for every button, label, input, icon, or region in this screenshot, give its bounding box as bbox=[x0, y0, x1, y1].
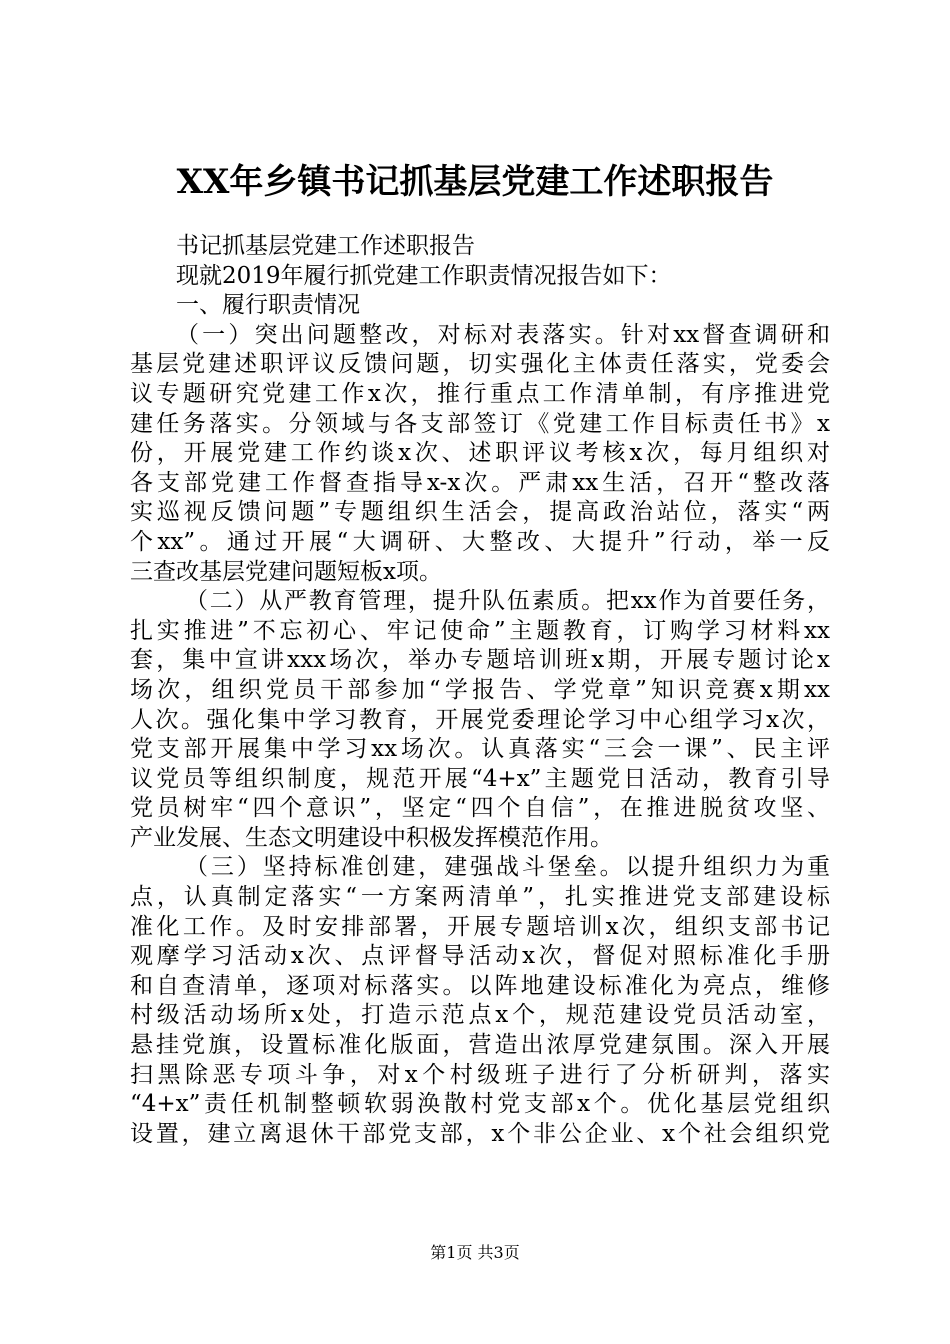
body-line: （三）坚持标准创建，建强战斗堡垒。以提升组织力为重 bbox=[185, 854, 830, 881]
body-line: 场次，组织党员干部参加“学报告、学党章”知识竞赛x期xx bbox=[130, 676, 830, 703]
body-line: （二）从严教育管理，提升队伍素质。把xx作为首要任务， bbox=[185, 588, 830, 615]
body-line: 建任务落实。分领域与各支部签订《党建工作目标责任书》x bbox=[130, 410, 830, 437]
body-line: 议专题研究党建工作x次，推行重点工作清单制，有序推进党 bbox=[130, 380, 830, 407]
body-line: 书记抓基层党建工作述职报告 bbox=[176, 233, 475, 259]
document-title: XX年乡镇书记抓基层党建工作述职报告 bbox=[176, 162, 774, 202]
body-line: 准化工作。及时安排部署，开展专题培训x次，组织支部书记 bbox=[130, 913, 830, 940]
body-line: “4+x”责任机制整顿软弱涣散村党支部x个。优化基层党组织 bbox=[130, 1091, 830, 1118]
page-footer: 第1页 共3页 bbox=[430, 1243, 520, 1262]
body-line: 设置，建立离退休干部党支部，x个非公企业、x个社会组织党 bbox=[130, 1120, 830, 1147]
body-line: 份，开展党建工作约谈x次、述职评议考核x次，每月组织对 bbox=[130, 440, 830, 467]
body-line: 观摩学习活动x次、点评督导活动x次，督促对照标准化手册 bbox=[130, 943, 830, 970]
body-line: 现就2019年履行抓党建工作职责情况报告如下： bbox=[176, 262, 672, 289]
body-line: 悬挂党旗，设置标准化版面，营造出浓厚党建氛围。深入开展 bbox=[130, 1032, 830, 1059]
body-line: 和自查清单，逐项对标落实。以阵地建设标准化为亮点，维修 bbox=[130, 972, 830, 999]
body-line: 议党员等组织制度，规范开展“4+x”主题党日活动，教育引导 bbox=[130, 765, 830, 792]
body-line: 村级活动场所x处，打造示范点x个，规范建设党员活动室， bbox=[130, 1002, 830, 1029]
body-line: 实巡视反馈问题”专题组织生活会，提高政治站位，落实“两 bbox=[130, 499, 830, 526]
body-line: 扎实推进”不忘初心、牢记使命”主题教育，订购学习材料xx bbox=[130, 617, 830, 644]
body-line: 基层党建述职评议反馈问题，切实强化主体责任落实，党委会 bbox=[130, 351, 830, 378]
body-line: 点，认真制定落实“一方案两清单”，扎实推进党支部建设标 bbox=[130, 884, 830, 911]
body-line: 各支部党建工作督查指导x-x次。严肃xx生活，召开“整改落 bbox=[130, 469, 830, 496]
document-body bbox=[130, 232, 830, 1149]
body-line: 套，集中宣讲xxx场次，举办专题培训班x期，开展专题讨论x bbox=[130, 647, 830, 674]
body-line: （一）突出问题整改，对标对表落实。针对xx督查调研和 bbox=[176, 321, 830, 348]
body-line: 一、履行职责情况 bbox=[176, 292, 360, 319]
body-line: 党员树牢“四个意识”，坚定“四个自信”，在推进脱贫攻坚、 bbox=[130, 795, 830, 822]
body-line: 三查改基层党建问题短板x项。 bbox=[130, 558, 442, 585]
body-line: 党支部开展集中学习xx场次。认真落实“三会一课”、民主评 bbox=[130, 736, 830, 763]
body-line: 人次。强化集中学习教育，开展党委理论学习中心组学习x次， bbox=[130, 706, 830, 733]
body-line: 个xx”。通过开展“大调研、大整改、大提升”行动，举一反 bbox=[130, 528, 830, 555]
body-line: 扫黑除恶专项斗争，对x个村级班子进行了分析研判，落实 bbox=[130, 1061, 830, 1088]
body-line: 产业发展、生态文明建设中积极发挥模范作用。 bbox=[130, 824, 613, 851]
